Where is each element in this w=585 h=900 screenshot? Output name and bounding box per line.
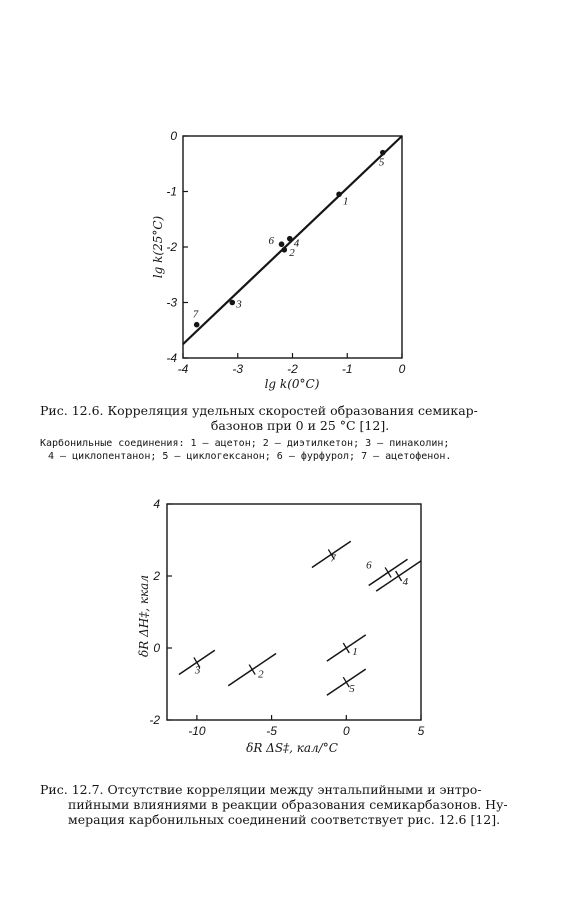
plot1-ytick-label: -1 [166, 184, 177, 199]
plot2-point-label-7: 7 [330, 552, 336, 565]
plot2-point-label-6: 6 [366, 559, 372, 572]
plot1-point-label-7: 7 [192, 308, 199, 321]
plot2-point-6 [385, 567, 391, 577]
plot2-xtick-label: 5 [417, 724, 425, 738]
plot2-ylabel: δR ΔH‡, ккал [137, 575, 151, 657]
plot1-xtick-label: -4 [177, 362, 189, 376]
plot1-ytick-label: 0 [170, 129, 177, 143]
plot2-ytick-label: -2 [149, 713, 160, 727]
plot1-xlabel: lg k(0°C) [264, 377, 320, 391]
plot2-point-label-5: 5 [349, 683, 355, 696]
plot2-xtick-label: -5 [266, 724, 277, 738]
figure1-legend-line2: 4 — циклопентанон; 5 — циклогексанон; 6 — фурфурол; 7 — ацетофенон. [48, 451, 452, 462]
plot1-xtick-label: -3 [232, 362, 244, 376]
plot2-point-label-4: 4 [402, 576, 409, 588]
plot1-point-label-2: 2 [289, 246, 295, 259]
plot1-point-label-6: 6 [268, 235, 275, 248]
plot2-xtick-label: 0 [342, 724, 350, 738]
plot2-point-label-2: 2 [258, 668, 264, 681]
figure1-caption [40, 403, 560, 433]
figure2-caption-line1: Рис. 12.7. Отсутствие корреляции между энтальпийными и энтро- [40, 782, 482, 797]
plot1-point-label-4: 4 [293, 237, 300, 250]
plot2-point-1 [343, 643, 349, 653]
plot2-xtick-label: -10 [188, 724, 206, 738]
plot2-ytick-label: 2 [153, 569, 160, 583]
figure1-legend-line1: Карбонильные соединения: 1 — ацетон; 2 — диэтилкетон; 3 — пинаколин; [40, 438, 450, 449]
plot1-xtick-label: -1 [341, 362, 353, 376]
plot2-point-2 [249, 665, 255, 675]
plot2-ytick-label: 4 [153, 497, 160, 511]
figure2-caption-line3: мерация карбонильных соединений соответствует рис. 12.6 [12]. [68, 812, 501, 827]
plot2-xlabel: δR ΔS‡, кал/°С [246, 741, 338, 755]
plot1-point-label-5: 5 [378, 156, 385, 169]
plot2-ytick-label: 0 [153, 641, 160, 655]
figure1-caption-line1: Рис. 12.6. Корреляция удельных скоростей образования семикар- [40, 403, 478, 418]
plot1-point-label-1: 1 [343, 195, 349, 208]
plot2-point-4 [396, 571, 402, 581]
plot2-point-label-3: 3 [194, 664, 201, 677]
plot1-xtick-label: -2 [287, 362, 298, 376]
figure2-caption [40, 782, 562, 827]
plot1-ylabel: lg k(25°C) [151, 215, 165, 279]
plot1-xtick-label: 0 [398, 362, 406, 376]
plot1-point-label-3: 3 [236, 298, 242, 311]
plot2-frame [167, 504, 421, 720]
figure1-legend [40, 437, 558, 463]
figure1-caption-line2: базонов при 0 и 25 °С [12]. [210, 418, 390, 433]
plot2-point-label-1: 1 [352, 646, 358, 658]
figure2-caption-line2: пийными влияниями в реакции образования семикарбазонов. Ну- [68, 797, 508, 812]
plot1-ytick-label: -4 [166, 351, 177, 365]
plot1-ytick-label: -3 [166, 295, 177, 310]
plot1-ytick-label: -2 [166, 240, 177, 254]
